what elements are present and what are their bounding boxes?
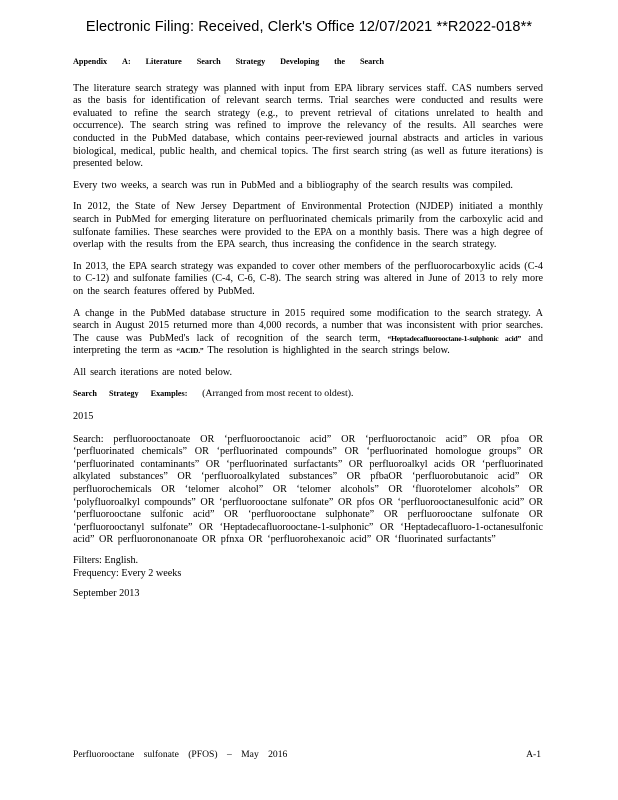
paragraph-2015-change (73, 308, 543, 358)
date-line: September 2013 (73, 588, 140, 600)
frequency-line: Frequency: Every 2 weeks (73, 567, 182, 579)
change-text-middle: and interpreting the term as (73, 332, 543, 357)
appendix-word-6: Search (359, 57, 384, 66)
footer-title: Perfluorooctane sulfonate (PFOS) – May 2016 (73, 749, 288, 760)
appendix-word-3: Strategy (235, 57, 266, 66)
page-footer (73, 749, 541, 760)
appendix-word-2: Search (196, 57, 221, 66)
change-text-after: The resolution is highlighted in the search strings below. (203, 345, 450, 357)
search-term: “Heptadecafluorooctane-1-sulphonic acid” (387, 333, 521, 343)
paragraph-methods: The literature search strategy was planned with input from EPA library services staff. CAS numbers served as the basis for identification of relevant search terms. Trial searches were conducted and results were evaluated to refine the search strategy (e.g., to prevent retrieval of citations unrelated to health and occurrence). The search string was refined to improve the relevancy of the results. All searches were conducted in the PubMed database, which contains peer-reviewed journal abstracts and articles in various biological, medical, public health, and chemical topics. The first search string (as well as future iterations) is presented below. (73, 82, 543, 170)
acid-term: “ACID.” (176, 346, 204, 356)
paragraph-biweekly: Every two weeks, a search was run in PubMed and a bibliography of the search results was compiled. (73, 179, 513, 191)
change-text-before: A change in the PubMed database structure in 2015 required some modification to the search strategy. A search in August 2015 returned more than 4,000 records, a number that was inconsistent with prior searches. The cause was PubMed's lack of recognition of the search term, (73, 307, 543, 344)
examples-label: Search Strategy Examples: (73, 389, 188, 399)
appendix-word-4: Developing (280, 57, 320, 66)
examples-note: (Arranged from most recent to oldest). (202, 388, 354, 400)
iterations-note: All search iterations are noted below. (73, 366, 233, 378)
appendix-word-1: Literature (145, 57, 182, 66)
examples-heading (73, 388, 543, 401)
appendix-label: Appendix (73, 57, 108, 66)
appendix-letter: A: (122, 57, 131, 66)
page-number: A-1 (526, 749, 541, 760)
appendix-heading (73, 56, 384, 69)
search-string: Search: perfluorooctanoate OR ‘perfluorooctanoic acid” OR ‘perfluoroctanoic acid” OR pfoa OR ‘perfluorinated chemicals” OR ‘perfluorinated compounds” OR ‘perfluorinated homologue groups” OR ‘perfluorinated contaminants” OR ‘perfluorinated surfactants” OR perfluoroalkyl acids OR ‘perfluorinated alkylated substances” OR ‘perfluoroalkylated substances” OR pfbaOR ‘perfluorobutanoic acid” OR perfluorochemicals OR ‘telomer alcohol” OR ‘telomer alcohols” OR ‘fluorotelomer alcohols” OR ‘polyfluoroalkyl compounds” OR ‘perfluorooctane sulfonate” OR pfos OR ‘perfluorooctanesulfonic acid” OR ‘perfluorooctane sulfonic acid” OR ‘perfluorooctane sulphonate” OR perfluorooctane sulfonate OR ‘perfluorooctanyl sulfonate” OR ‘Heptadecafluorooctane-1-sulphonic” OR ‘Heptadecafluoro-1-octanesulfonic acid” OR perfluorononanoate OR pfnxa OR ‘perfluorohexanoic acid” OR ‘fluorinated surfactants” (73, 433, 543, 546)
filing-header: Electronic Filing: Received, Clerk's Office 12/07/2021 **R2022-018** (85, 19, 533, 35)
page-body (73, 56, 543, 601)
paragraph-njdep: In 2012, the State of New Jersey Department of Environmental Protection (NJDEP) initiated a monthly search in PubMed for emerging literature on perfluorinated chemicals primarily from the carboxylic acid and sulfonate families. These searches were provided to the EPA on a monthly basis. There was a high degree of overlap with the results from the EPA search, thus increasing the confidence in the search strategy. (73, 201, 543, 251)
filters-line: Filters: English. (73, 555, 139, 566)
year-label: 2015 (73, 411, 94, 423)
appendix-word-5: the (334, 57, 346, 66)
paragraph-2013: In 2013, the EPA search strategy was expanded to cover other members of the perfluorocarboxylic acids (C-4 to C-12) and sulfonate families (C-4, C-6, C-8). The search string was altered in June of 2013 to rely more on the search features offered by PubMed. (73, 260, 543, 297)
